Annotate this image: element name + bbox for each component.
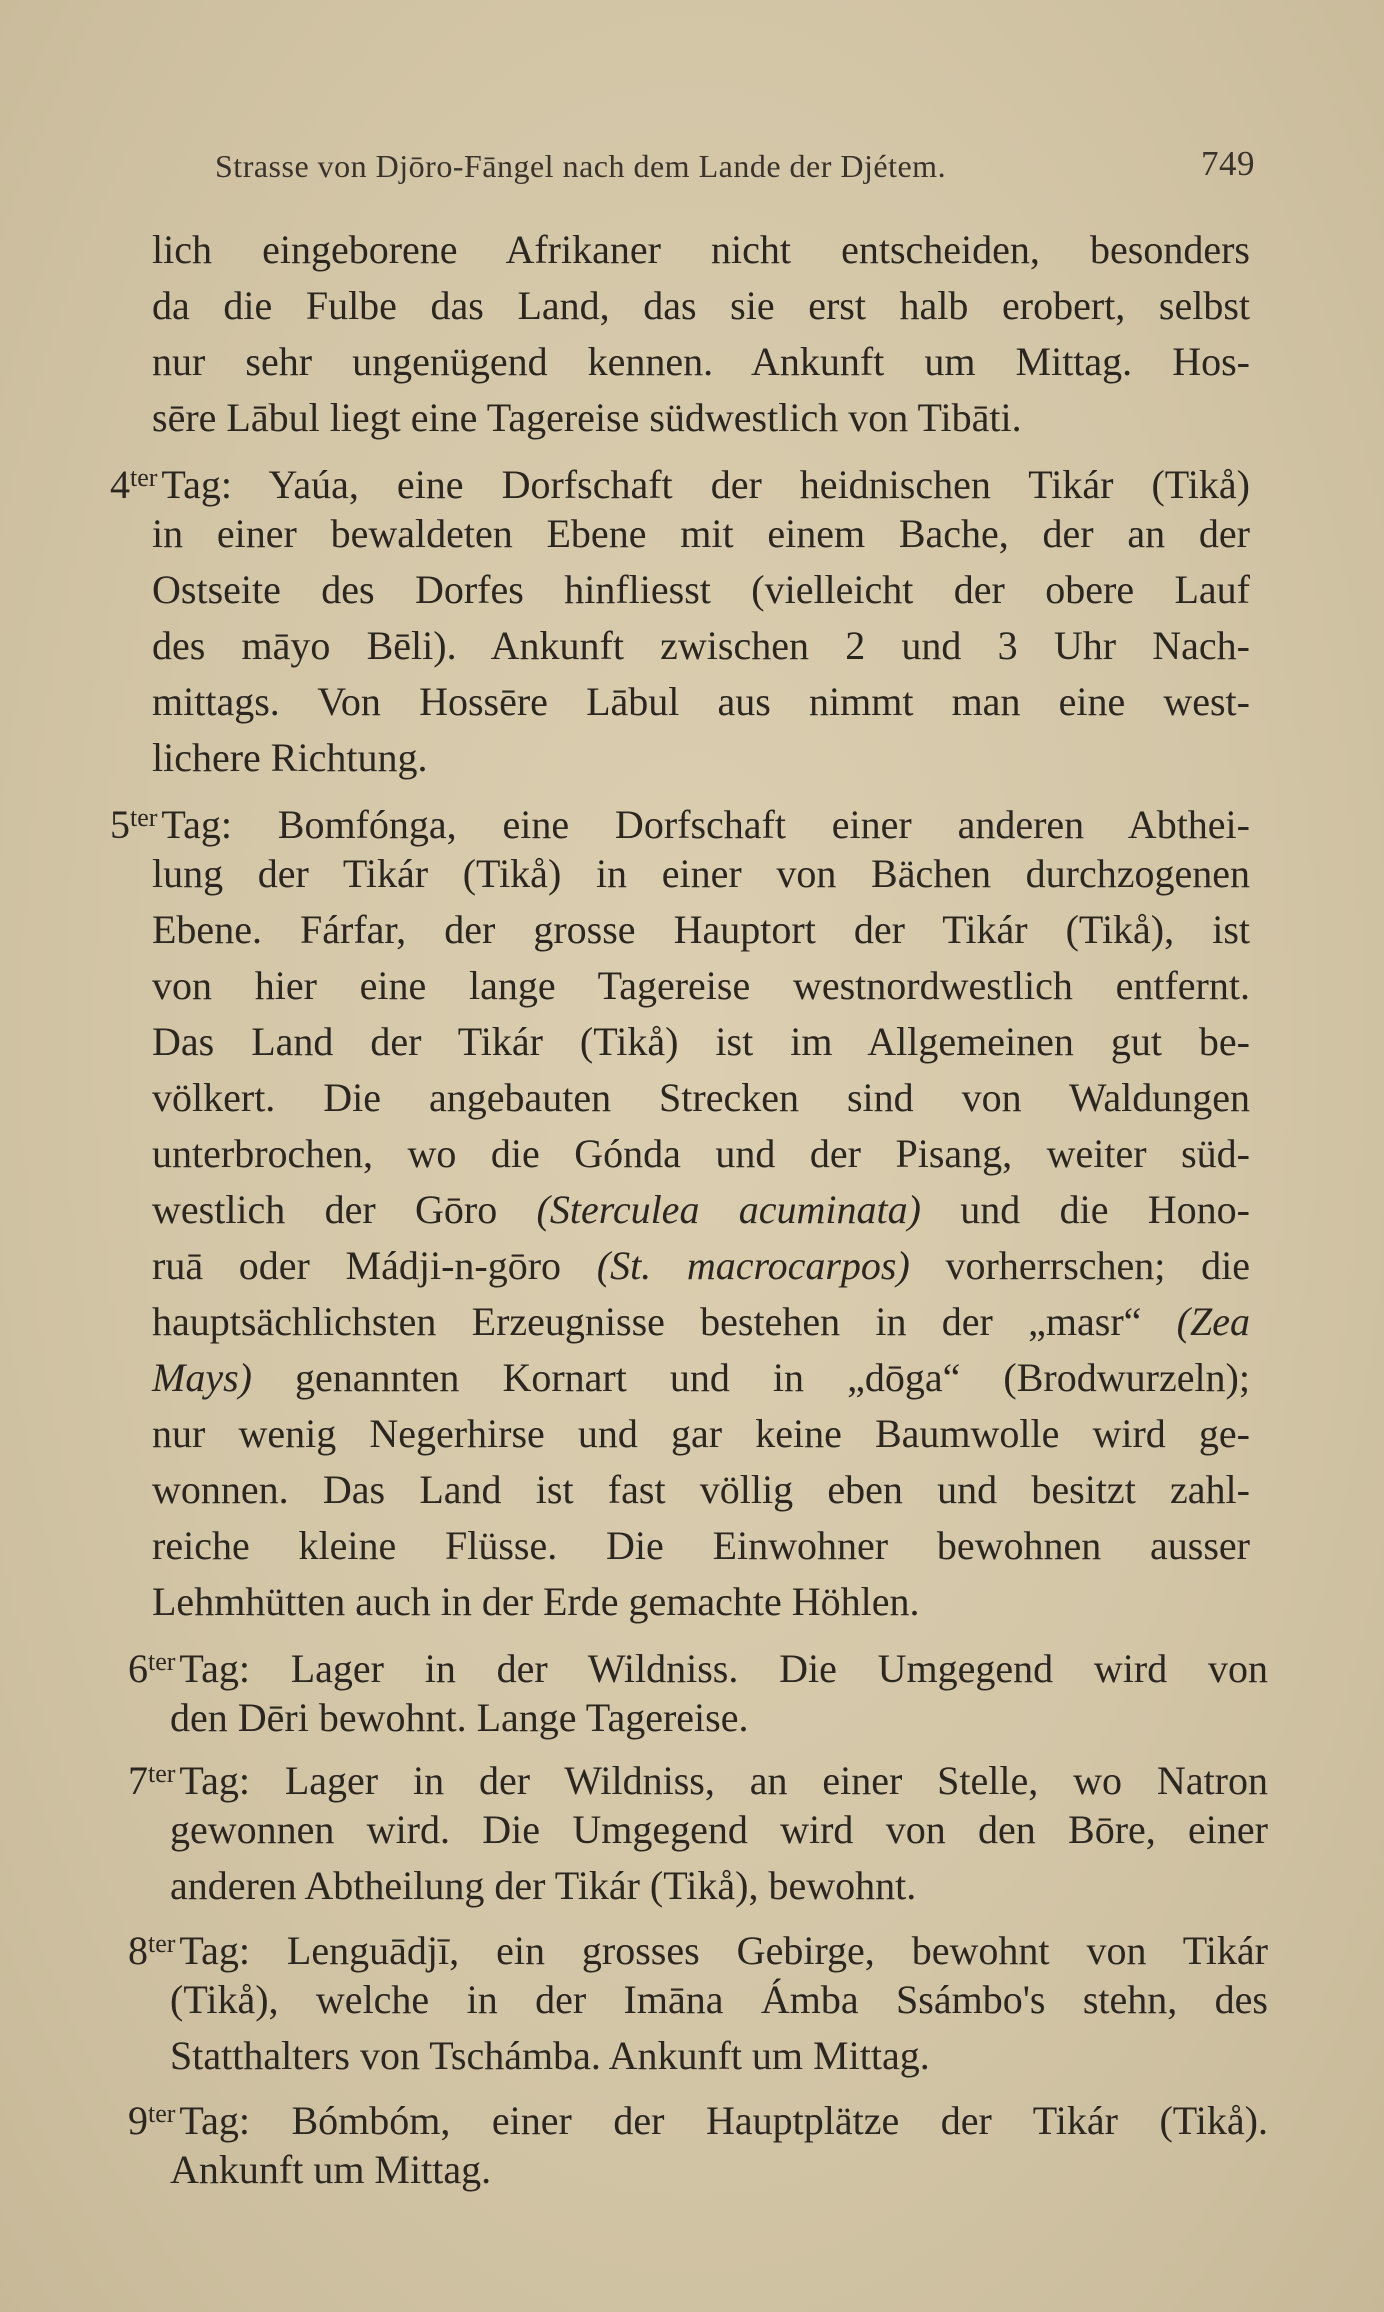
italic-term: (St. macrocarpos) — [596, 1243, 910, 1288]
text-line: anderen Abtheilung der Tikár (Tikå), bewohnt. — [170, 1863, 917, 1908]
text-line: Das Land der Tikár (Tikå) ist im Allgemeinen gut be- — [152, 1019, 1250, 1064]
text-line: wonnen. Das Land ist fast völlig eben und besitzt zahl- — [152, 1467, 1250, 1512]
entry-number: 6 — [128, 1646, 148, 1691]
text-line: in einer bewaldeten Ebene mit einem Bache, der an der — [152, 511, 1250, 556]
entry-number: 9 — [128, 2098, 148, 2143]
text-line: reiche kleine Flüsse. Die Einwohner bewohnen ausser — [152, 1523, 1250, 1568]
text-line: Mays) genannten Kornart und in „dōga“ (Brodwurzeln); — [152, 1355, 1250, 1400]
text-line: Ankunft um Mittag. — [170, 2147, 492, 2192]
text-line: lung der Tikár (Tikå) in einer von Bächen durchzogenen — [152, 851, 1250, 896]
text-line: völkert. Die angebauten Strecken sind von Waldungen — [152, 1075, 1250, 1120]
italic-term: (Zea — [1176, 1299, 1250, 1344]
entry-number: 4 — [110, 462, 130, 507]
text-line: nur sehr ungenügend kennen. Ankunft um Mittag. Hos- — [152, 339, 1250, 384]
text-line: Statthalters von Tschámba. Ankunft um Mittag. — [170, 2033, 930, 2078]
entry-line: $5^{ter}$ Tag: Bomfónga, eine Dorfschaft einer anderen Abthei- — [110, 802, 1250, 847]
entry-line: $4^{ter}$ Tag: Yaúa, eine Dorfschaft der heidnischen Tikár (Tikå) — [110, 462, 1250, 507]
text-line: sēre Lābul liegt eine Tagereise südwestlich von Tibāti. — [152, 395, 1022, 440]
entry-number: 8 — [128, 1928, 148, 1973]
text-line: den Dēri bewohnt. Lange Tagereise. — [170, 1695, 749, 1740]
entry-line: $8^{ter}$ Tag: Lenguādjī, ein grosses Gebirge, bewohnt von Tikár — [128, 1928, 1268, 1973]
text-line: Ostseite des Dorfes hinfliesst (vielleicht der obere Lauf — [152, 567, 1250, 612]
italic-term: Mays) — [152, 1355, 252, 1400]
text-line: lich eingeborene Afrikaner nicht entscheiden, besonders — [152, 227, 1250, 272]
entry-number: 7 — [128, 1758, 148, 1803]
text-line: da die Fulbe das Land, das sie erst halb erobert, selbst — [152, 283, 1250, 328]
entry-number: 5 — [110, 802, 130, 847]
page-number: 749 — [1201, 144, 1255, 183]
text-line: (Tikå), welche in der Imāna Ámba Ssámbo's stehn, des — [170, 1977, 1268, 2022]
italic-term: (Sterculea acuminata) — [536, 1187, 921, 1232]
text-line: westlich der Gōro (Sterculea acuminata) und die Hono- — [152, 1187, 1250, 1232]
text-line: Lehmhütten auch in der Erde gemachte Höhlen. — [152, 1579, 920, 1624]
entry-line: $7^{ter}$ Tag: Lager in der Wildniss, an einer Stelle, wo Natron — [128, 1758, 1268, 1803]
entry-superscript: ter — [148, 1929, 176, 1958]
entry-line: $9^{ter}$ Tag: Bómbóm, einer der Hauptplätze der Tikár (Tikå). — [128, 2098, 1268, 2143]
text-line: ruā oder Mádji-n-gōro (St. macrocarpos) vorherrschen; die — [152, 1243, 1250, 1288]
text-line: gewonnen wird. Die Umgegend wird von den Bōre, einer — [170, 1807, 1268, 1852]
entry-superscript: ter — [148, 1759, 176, 1788]
entry-line: $6^{ter}$ Tag: Lager in der Wildniss. Die Umgegend wird von — [128, 1646, 1268, 1691]
text-line: unterbrochen, wo die Gónda und der Pisang, weiter süd- — [152, 1131, 1250, 1176]
running-head-title: Strasse von Djōro-Fāngel nach dem Lande der Djétem. — [215, 148, 947, 184]
text-line: des māyo Bēli). Ankunft zwischen 2 und 3 Uhr Nach- — [152, 623, 1250, 668]
text-line: Ebene. Fárfar, der grosse Hauptort der Tikár (Tikå), ist — [152, 907, 1250, 952]
entry-superscript: ter — [130, 463, 158, 492]
text-line: mittags. Von Hossēre Lābul aus nimmt man eine west- — [152, 679, 1250, 724]
entry-superscript: ter — [130, 803, 158, 832]
text-line: lichere Richtung. — [152, 735, 428, 780]
entry-superscript: ter — [148, 1647, 176, 1676]
running-head — [215, 144, 1255, 192]
text-line: nur wenig Negerhirse und gar keine Baumwolle wird ge- — [152, 1411, 1250, 1456]
entry-superscript: ter — [148, 2099, 176, 2128]
text-line: hauptsächlichsten Erzeugnisse bestehen in der „masr“ (Zea — [152, 1299, 1250, 1344]
text-line: von hier eine lange Tagereise westnordwestlich entfernt. — [152, 963, 1250, 1008]
